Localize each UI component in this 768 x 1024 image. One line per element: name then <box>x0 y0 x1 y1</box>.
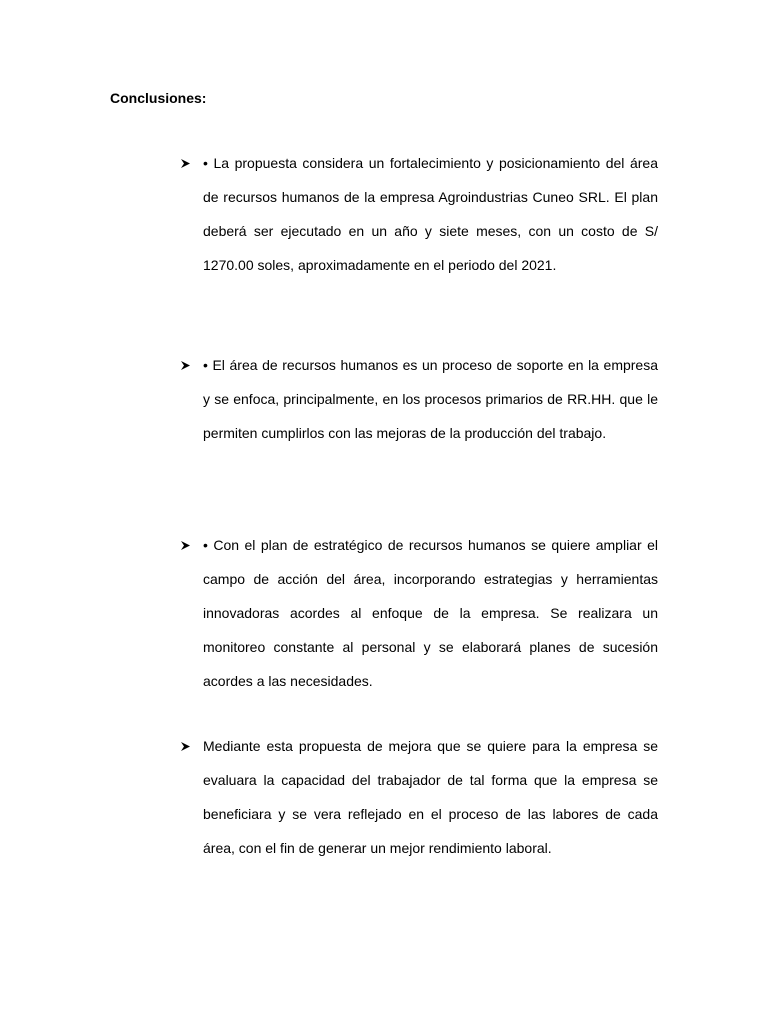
conclusion-text: • El área de recursos humanos es un proceso de soporte en la empresa y se enfoca, principalmente, en los procesos primarios de RR.HH. que le permiten cumplirlos con las mejoras de la producción del trabajo. <box>203 357 658 441</box>
arrowhead-bullet-icon <box>180 528 194 562</box>
conclusion-item <box>180 729 658 865</box>
arrowhead-bullet-icon <box>180 146 194 180</box>
conclusion-item <box>180 528 658 698</box>
conclusion-text: Mediante esta propuesta de mejora que se quiere para la empresa se evaluara la capacidad del trabajador de tal forma que la empresa se beneficiara y se vera reflejado en el proceso de las labores de cada área, con el fin de generar un mejor rendimiento laboral. <box>203 738 658 856</box>
conclusion-item <box>180 348 658 450</box>
arrowhead-bullet-icon <box>180 729 194 763</box>
conclusion-item <box>180 146 658 282</box>
conclusion-text: • La propuesta considera un fortalecimiento y posicionamiento del área de recursos humanos de la empresa Agroindustrias Cuneo SRL. El plan deberá ser ejecutado en un año y siete meses, con un costo de S/ 1270.00 soles, aproximadamente en el periodo del 2021. <box>203 155 658 273</box>
arrowhead-bullet-icon <box>180 348 194 382</box>
conclusion-text: • Con el plan de estratégico de recursos humanos se quiere ampliar el campo de acción del área, incorporando estrategias y herramientas innovadoras acordes al enfoque de la empresa. Se realizara un monitoreo constante al personal y se elaborará planes de sucesión acordes a las necesidades. <box>203 537 658 689</box>
page-title: Conclusiones: <box>110 90 207 106</box>
